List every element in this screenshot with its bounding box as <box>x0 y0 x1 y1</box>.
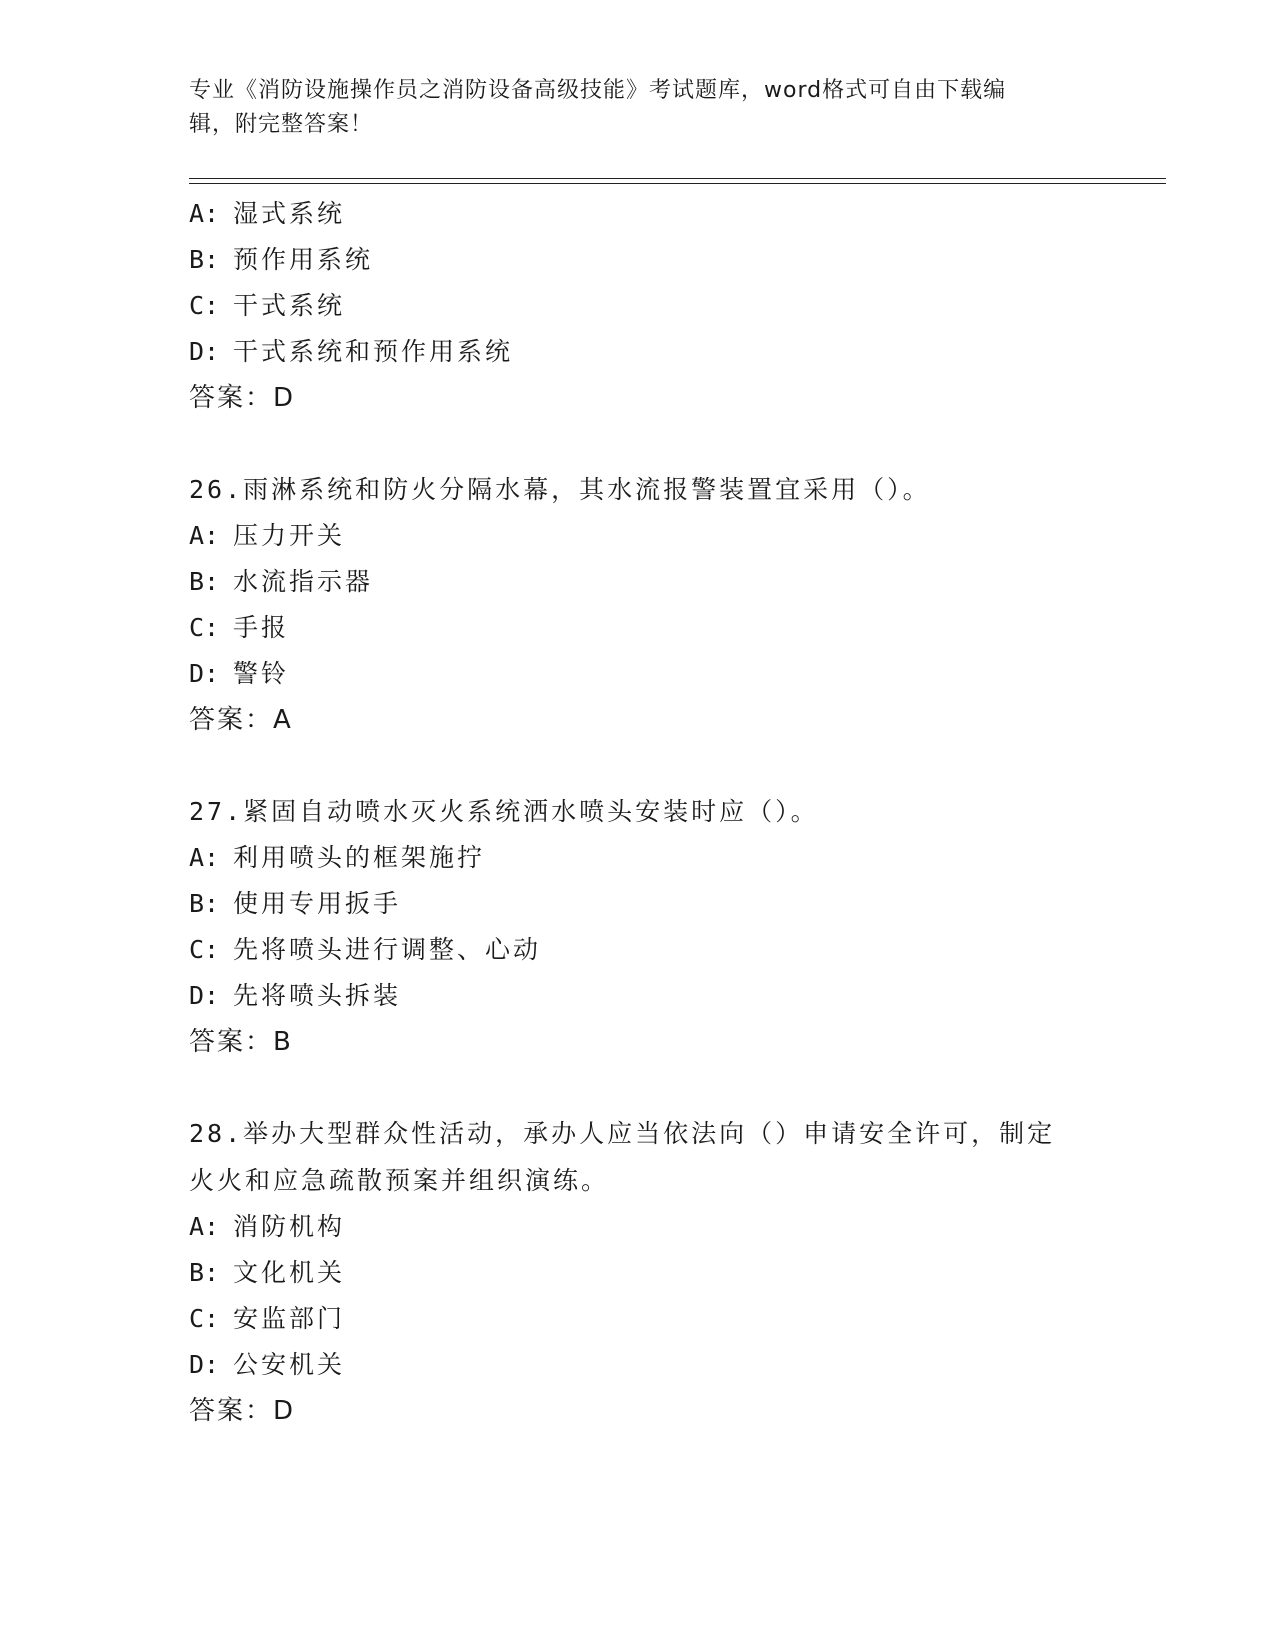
option-b: B: 水流指示器 <box>189 567 374 596</box>
option-a: A: 利用喷头的框架施拧 <box>189 843 486 872</box>
header-line-2: 辑，附完整答案！ <box>189 112 374 137</box>
option-b: B: 预作用系统 <box>189 245 374 274</box>
answer-line: 答案：B <box>189 1027 293 1057</box>
answer-line: 答案：A <box>189 705 293 735</box>
header-divider-top <box>189 178 1166 179</box>
option-c: C: 干式系统 <box>189 291 346 320</box>
question-block-27 <box>189 788 1089 1065</box>
option-a: A: 消防机构 <box>189 1212 346 1241</box>
question-text: 27.紧固自动喷水灭火系统洒水喷头安装时应（）。 <box>189 797 819 826</box>
header-line-1: 专业《消防设施操作员之消防设备高级技能》考试题库，word格式可自由下载编 <box>189 78 1007 103</box>
option-b: B: 使用专用扳手 <box>189 889 402 918</box>
question-block-26 <box>189 466 1089 743</box>
answer-line: 答案：D <box>189 1396 296 1426</box>
document-header <box>189 74 1089 142</box>
question-text-line-1: 28.举办大型群众性活动，承办人应当依法向（）申请安全许可，制定 <box>189 1119 1056 1148</box>
option-b: B: 文化机关 <box>189 1258 346 1287</box>
option-d: D: 干式系统和预作用系统 <box>189 337 514 366</box>
option-d: D: 先将喷头拆装 <box>189 981 402 1010</box>
question-list <box>189 191 1089 1434</box>
question-block-25 <box>189 191 1089 421</box>
option-a: A: 湿式系统 <box>189 199 346 228</box>
question-text-line-2: 火火和应急疏散预案并组织演练。 <box>189 1166 610 1195</box>
header-divider-bottom <box>189 183 1166 184</box>
option-d: D: 警铃 <box>189 659 290 688</box>
option-a: A: 压力开关 <box>189 521 346 550</box>
option-c: C: 先将喷头进行调整、心动 <box>189 935 542 964</box>
option-d: D: 公安机关 <box>189 1350 346 1379</box>
option-c: C: 安监部门 <box>189 1304 346 1333</box>
option-c: C: 手报 <box>189 613 290 642</box>
question-text: 26.雨淋系统和防火分隔水幕，其水流报警装置宜采用（）。 <box>189 475 931 504</box>
answer-line: 答案：D <box>189 383 296 413</box>
question-block-28 <box>189 1110 1089 1434</box>
